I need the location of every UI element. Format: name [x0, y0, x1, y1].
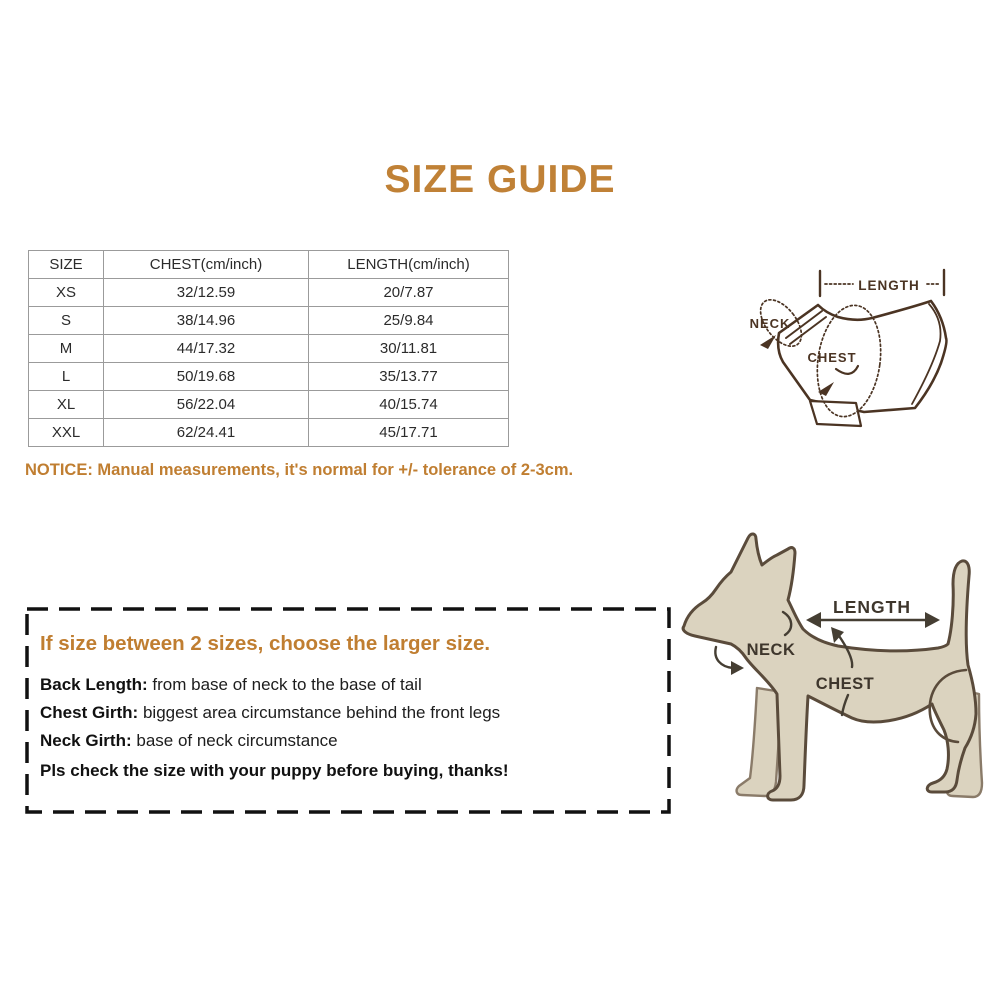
tip-neck-girth-text: base of neck circumstance: [131, 731, 338, 750]
length-cell: 45/17.71: [309, 419, 509, 447]
tip-back-length: [40, 675, 422, 695]
col-header-chest: CHEST(cm/inch): [104, 251, 309, 279]
dog-measurement-diagram: [672, 520, 1000, 820]
coat-length-label: LENGTH: [858, 278, 920, 293]
dog-neck-label: NECK: [746, 641, 796, 659]
table-row: [29, 363, 509, 391]
chest-cell: 62/24.41: [104, 419, 309, 447]
notice-text: NOTICE: Manual measurements, it's normal for +/- tolerance of 2-3cm.: [25, 461, 574, 479]
size-cell: L: [29, 363, 104, 391]
page-title: SIZE GUIDE: [384, 158, 616, 201]
tip-neck-girth-label: Neck Girth:: [40, 731, 132, 750]
tips-box: [25, 607, 671, 814]
chest-cell: 32/12.59: [104, 279, 309, 307]
chest-cell: 56/22.04: [104, 391, 309, 419]
length-cell: 30/11.81: [309, 335, 509, 363]
dog-chest-label: CHEST: [815, 675, 875, 693]
neck-curve-arrowhead-icon: [731, 661, 744, 675]
length-cell: 35/13.77: [309, 363, 509, 391]
table-row: [29, 419, 509, 447]
chest-cell: 44/17.32: [104, 335, 309, 363]
tip-chest-girth-text: biggest area circumstance behind the front legs: [138, 703, 501, 722]
chest-cell: 38/14.96: [104, 307, 309, 335]
size-table: [28, 250, 509, 447]
tip-back-length-text: from base of neck to the base of tail: [147, 675, 422, 694]
length-left-arrowhead-icon: [806, 612, 821, 628]
neck-arrowhead-icon: [760, 335, 776, 349]
tip-chest-girth: [40, 703, 500, 723]
length-cell: 40/15.74: [309, 391, 509, 419]
size-cell: M: [29, 335, 104, 363]
size-cell: S: [29, 307, 104, 335]
chest-cell: 50/19.68: [104, 363, 309, 391]
neck-curve-throat: [715, 647, 733, 668]
table-header-row: [29, 251, 509, 279]
dog-length-label: LENGTH: [833, 597, 911, 617]
table-row: [29, 279, 509, 307]
length-right-arrowhead-icon: [925, 612, 940, 628]
tips-footer: Pls check the size with your puppy before buying, thanks!: [40, 761, 509, 780]
table-row: [29, 391, 509, 419]
coat-measurement-diagram: [740, 256, 974, 440]
tips-heading: If size between 2 sizes, choose the larger size.: [40, 632, 491, 655]
tip-neck-girth: [40, 731, 338, 751]
length-cell: 20/7.87: [309, 279, 509, 307]
tip-back-length-label: Back Length:: [40, 675, 148, 694]
coat-neck-label: NECK: [749, 316, 791, 331]
col-header-length: LENGTH(cm/inch): [309, 251, 509, 279]
length-cell: 25/9.84: [309, 307, 509, 335]
size-cell: XL: [29, 391, 104, 419]
tip-chest-girth-label: Chest Girth:: [40, 703, 139, 722]
col-header-size: SIZE: [29, 251, 104, 279]
coat-outline: [778, 301, 946, 412]
dog-far-front-leg: [737, 688, 782, 796]
coat-chest-label: CHEST: [807, 350, 857, 365]
size-cell: XS: [29, 279, 104, 307]
size-cell: XXL: [29, 419, 104, 447]
table-row: [29, 307, 509, 335]
table-row: [29, 335, 509, 363]
